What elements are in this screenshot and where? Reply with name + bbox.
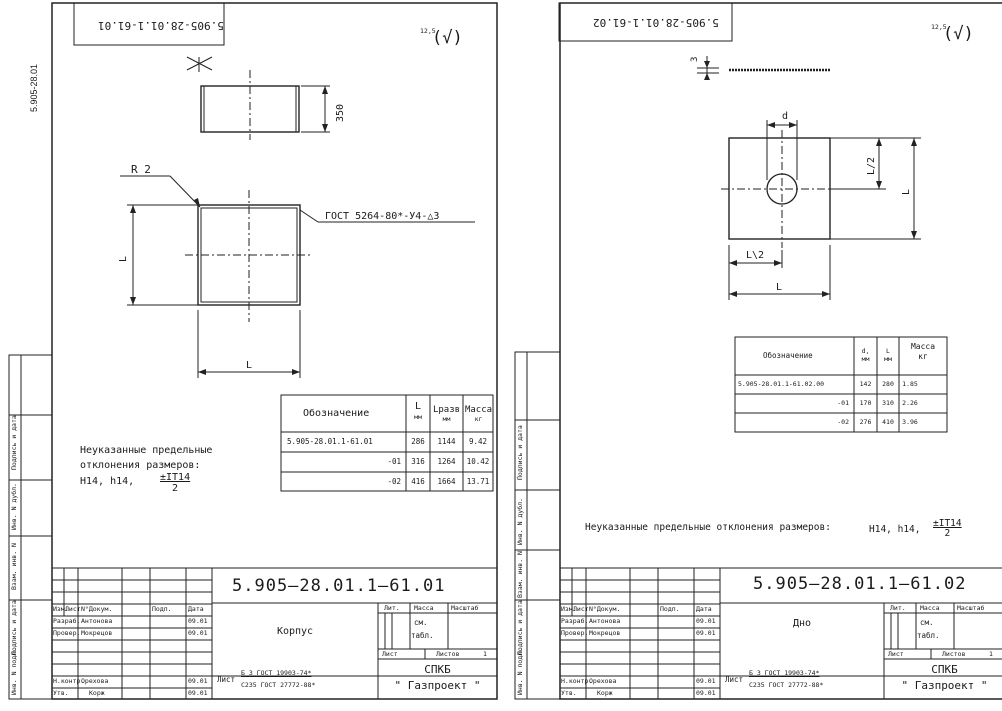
hdr-sign-right: Подп.	[660, 605, 680, 613]
dim-l2-horizontal: L\2	[746, 250, 765, 261]
table-header-lrazv: Lразв мм	[432, 405, 461, 423]
tolerance-note-line2: отклонения размеров:	[80, 460, 201, 471]
table-row-2-mass-right: 3.96	[902, 418, 918, 426]
role-0-right: Разраб.	[561, 617, 589, 625]
org-name-line1: СПКБ	[424, 663, 451, 676]
margin-label-0-right: Инв. N подл.	[516, 648, 524, 695]
sheets-value: 1	[483, 650, 487, 658]
dim-l-horizontal-right: L	[776, 282, 783, 293]
mass-value-2-right: табл.	[917, 631, 940, 640]
table-row-1-l-right: 310	[882, 399, 894, 407]
table-row-1-l: 316	[411, 457, 425, 466]
margin-label-1: Подпись и дата	[10, 600, 18, 655]
tolerance-note-line3: H14, h14,	[80, 476, 135, 487]
org-name-line2: " Газпроект "	[394, 679, 481, 692]
tolerance-values-right: H14, h14,	[869, 524, 921, 535]
table-row-1-mass-right: 2.26	[902, 399, 918, 407]
sheets-label-right: Листов	[942, 650, 966, 658]
table-row-0-mass: 9.42	[468, 437, 488, 446]
dim-l2-vertical: L/2	[866, 156, 877, 175]
table-row-0-designation-right: 5.905-28.01.1-61.02.00	[738, 380, 825, 388]
table-row-2-l: 416	[411, 477, 425, 486]
table-row-2-lrazv: 1664	[437, 477, 456, 486]
roughness-value: 12,5	[420, 27, 436, 35]
mass-value-2: табл.	[411, 631, 434, 640]
margin-label-3-right: Инв. N дубл.	[516, 498, 524, 545]
sheet-label: Лист	[382, 650, 398, 658]
sheets-label: Листов	[436, 650, 460, 658]
table-row-2-l-right: 410	[882, 418, 894, 426]
hdr-date-right: Дата	[696, 605, 712, 613]
roughness-icon-right: (√)	[943, 24, 974, 44]
role-3-name-right: Корж	[597, 689, 613, 697]
role-3: Утв.	[53, 689, 69, 697]
role-1-date: 09.01	[188, 629, 208, 637]
margin-label-0: Инв. N подл.	[10, 648, 18, 695]
sheets-value-right: 1	[989, 650, 993, 658]
role-2-name-right: Орехова	[589, 677, 617, 685]
hdr-date: Дата	[188, 605, 204, 613]
hdr-list: Лист	[65, 605, 81, 613]
role-1: Провер.	[53, 629, 81, 637]
table-row-1-designation: -01	[387, 457, 401, 466]
lit-label-right: Лит.	[890, 604, 906, 612]
org-name-line1-right: СПКБ	[931, 663, 958, 676]
hdr-izm-right: Изм.	[561, 605, 577, 613]
material-top-right: Б 3 ГОСТ 19903-74*	[749, 669, 820, 677]
table-row-2-mass: 13.71	[466, 477, 490, 486]
margin-label-2-right: Взам. инв. N	[516, 551, 524, 598]
margin-label-3: Инв. N дубл.	[10, 483, 18, 530]
tolerance-fraction-right: ±IT14 2	[933, 518, 962, 540]
role-2-date-right: 09.01	[696, 677, 716, 685]
dim-d: d	[782, 111, 789, 122]
table-header-l: L мм	[414, 401, 422, 421]
table-row-2-designation-right: -02	[837, 418, 849, 426]
tolerance-note-right: Неуказанные предельные отклонения размеров:	[585, 522, 831, 533]
table-row-0-d: 142	[859, 380, 872, 388]
role-3-right: Утв.	[561, 689, 577, 697]
dim-l-vertical-right: L	[901, 188, 912, 195]
dim-thickness: 3	[690, 56, 700, 62]
mass-label: Масса	[414, 604, 434, 612]
table-row-0-designation: 5.905-28.01.1-61.01	[287, 437, 373, 446]
role-1-name-right: Мокрецов	[589, 629, 621, 637]
role-0-date: 09.01	[188, 617, 208, 625]
roughness-value-right: 12,5	[931, 23, 947, 31]
role-2-name: Орехова	[81, 677, 109, 685]
table-header-designation-right: Обозначение	[763, 351, 813, 360]
role-2-date: 09.01	[188, 677, 208, 685]
hdr-sign: Подп.	[152, 605, 172, 613]
table-row-2-designation: -02	[387, 477, 401, 486]
role-2: Н.контр.	[53, 677, 85, 685]
role-1-date-right: 09.01	[696, 629, 716, 637]
roughness-icon: (√)	[432, 28, 463, 48]
table-row-0-lrazv: 1144	[437, 437, 456, 446]
role-3-name: Корж	[89, 689, 105, 697]
role-0-date-right: 09.01	[696, 617, 716, 625]
table-header-designation: Обозначение	[303, 408, 370, 419]
table-row-2-d: 276	[859, 418, 872, 426]
role-0-name: Антонова	[81, 617, 113, 625]
dim-350: 350	[335, 103, 346, 122]
role-1-right: Провер.	[561, 629, 589, 637]
hdr-doc: N°Докум.	[81, 605, 113, 613]
role-3-date-right: 09.01	[696, 689, 716, 697]
role-2-right: Н.контр.	[561, 677, 593, 685]
tolerance-note-line1: Неуказанные предельные	[80, 445, 213, 456]
material-top: Б 3 ГОСТ 19903-74*	[241, 669, 312, 677]
mass-value-1: см.	[414, 618, 428, 627]
tolerance-fraction: ±IT14 2	[160, 472, 191, 494]
mass-value-1-right: см.	[920, 618, 934, 627]
hdr-doc-right: N°Докум.	[589, 605, 621, 613]
top-stamp-code: 5.905-28.01.1-61.01	[98, 19, 224, 32]
hdr-izm: Изм.	[53, 605, 69, 613]
hdr-list-right: Лист	[573, 605, 589, 613]
table-row-1-mass: 10.42	[466, 457, 490, 466]
part-name: Корпус	[276, 626, 314, 637]
right-drawing-sheet	[501, 0, 1002, 711]
table-row-0-l: 286	[411, 437, 425, 446]
table-header-l-right: L мм	[884, 347, 892, 363]
part-name-right: Дно	[792, 618, 812, 629]
lit-label: Лит.	[384, 604, 400, 612]
table-header-mass-right: Масса кг	[910, 342, 936, 361]
margin-label-1-right: Подпись и дата	[516, 600, 524, 655]
weld-gost-note: ГОСТ 5264-80*-У4-△3	[325, 211, 440, 222]
top-stamp-code-right: 5.905-28.01.1-61.02	[593, 16, 719, 29]
sheet-label-right: Лист	[888, 650, 904, 658]
role-1-name: Мокрецов	[81, 629, 113, 637]
scale-label-right: Масштаб	[957, 604, 985, 612]
material-prefix: Лист	[217, 675, 236, 684]
material-bottom: С235 ГОСТ 27772-88*	[241, 681, 316, 689]
table-header-d: d, мм	[861, 347, 870, 363]
margin-label-2: Взам. инв. N	[10, 543, 18, 590]
dim-l-vertical: L	[118, 255, 129, 262]
role-0-name-right: Антонова	[589, 617, 621, 625]
org-name-line2-right: " Газпроект "	[901, 679, 988, 692]
table-header-mass: Масса кг	[464, 405, 493, 423]
drawing-code-right: 5.905–28.01.1–61.02	[753, 574, 967, 594]
margin-label-4: Подпись и дата	[10, 415, 18, 470]
table-row-0-mass-right: 1.85	[902, 380, 918, 388]
dim-r2: R 2	[131, 163, 151, 176]
mass-label-right: Масса	[920, 604, 940, 612]
scale-label: Масштаб	[451, 604, 479, 612]
margin-label-4-right: Подпись и дата	[516, 425, 524, 480]
material-bottom-right: С235 ГОСТ 27772-88*	[749, 681, 824, 689]
table-row-1-lrazv: 1264	[437, 457, 456, 466]
margin-code: 5.905-28.01	[29, 63, 39, 112]
dim-l-horizontal: L	[246, 360, 253, 371]
table-row-0-l-right: 280	[882, 380, 894, 388]
role-3-date: 09.01	[188, 689, 208, 697]
table-row-1-d: 170	[859, 399, 872, 407]
table-row-1-designation-right: -01	[837, 399, 849, 407]
drawing-code: 5.905–28.01.1–61.01	[232, 576, 446, 596]
role-0: Разраб.	[53, 617, 81, 625]
material-prefix-right: Лист	[725, 675, 744, 684]
